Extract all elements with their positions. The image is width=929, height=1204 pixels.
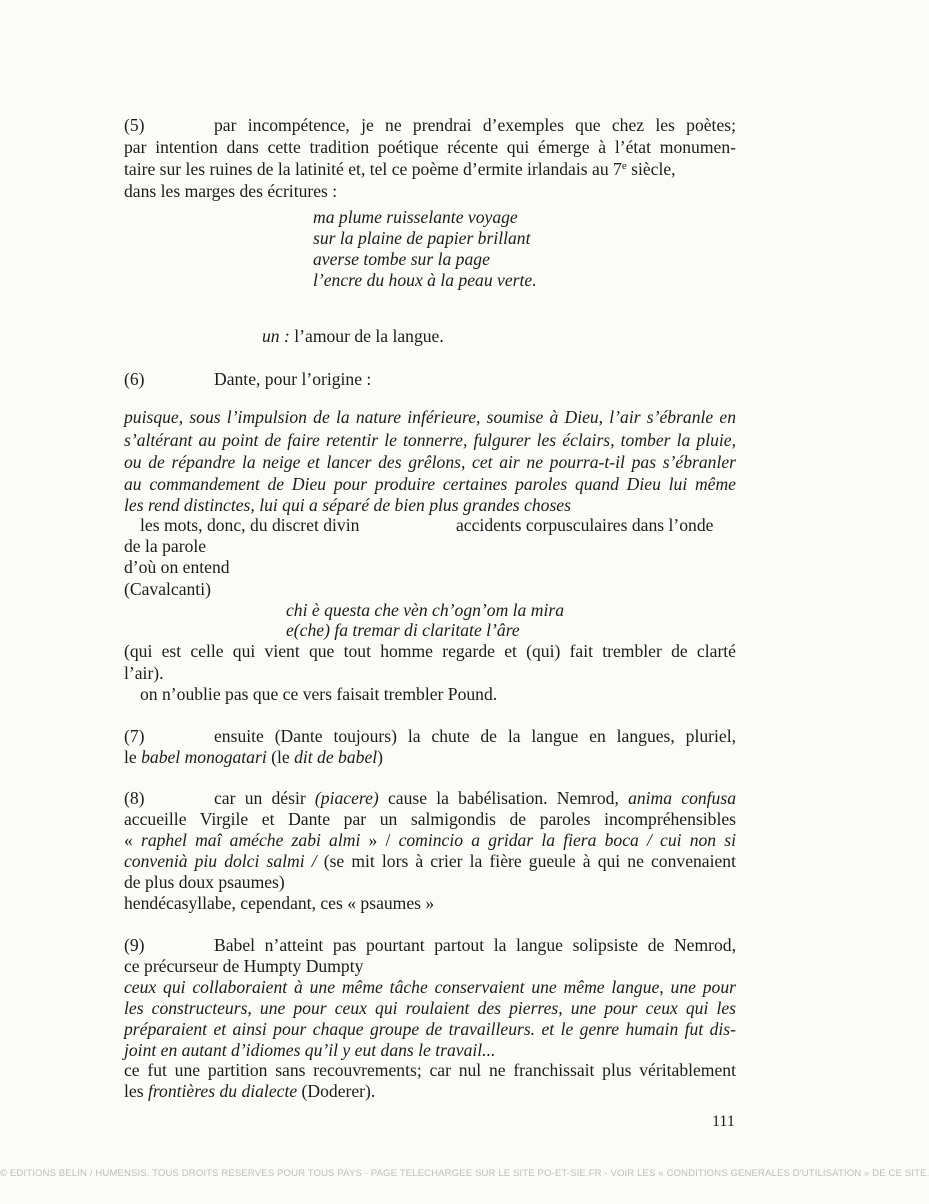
note-number-9: (9) xyxy=(124,935,145,955)
poem-line: l’encre du houx à la peau verte. xyxy=(313,270,537,290)
note-5-line-4: dans les marges des écritures : xyxy=(124,181,338,201)
quote-line: s’altérant au point de faire retentir le tonnerre, fulgurer les éclairs, tomber la pluie, xyxy=(124,430,736,450)
mots-left: les mots, donc, du discret divin xyxy=(140,515,360,535)
poem-line: ma plume ruisselante voyage xyxy=(313,207,518,227)
page-number: 111 xyxy=(712,1113,735,1130)
note-7-line-1: ensuite (Dante toujours) la chute de la langue en langues, pluriel, xyxy=(214,726,736,746)
copyright-footer: © EDITIONS BELIN / HUMENSIS. TOUS DROITS RESERVES POUR TOUS PAYS - PAGE TELECHARGEE SUR LE SITE PO-ET-SIE.FR - VOIR LES « CONDITIONS GENERALES D'UTILISATION » DE CE SITE. xyxy=(0,1168,929,1179)
mots-right: accidents corpusculaires dans l’onde xyxy=(456,515,714,535)
verse-line: chi è questa che vèn ch’ogn’om la mira xyxy=(286,600,564,620)
note-9-line-8: les frontières du dialecte (Doderer). xyxy=(124,1081,376,1101)
poem-line: averse tombe sur la page xyxy=(313,249,490,269)
note-9-line-2: ce précurseur de Humpty Dumpty xyxy=(124,956,364,976)
note-8-line-4: convenià piu dolci salmi / (se mit lors à crier la fière gueule à qui ne convenaient xyxy=(124,851,736,871)
note-number-5: (5) xyxy=(124,115,145,135)
note-9-line-1: Babel n’atteint pas pourtant partout la langue solipsiste de Nemrod, xyxy=(214,935,736,955)
quote-line: ou de répandre la neige et lancer des grêlons, cet air ne pourra-t-il pas s’ébranler xyxy=(124,452,736,472)
parole-line: de la parole xyxy=(124,536,207,556)
note-number-6: (6) xyxy=(124,369,145,389)
note-5-line-3: taire sur les ruines de la latinité et, tel ce poème d’ermite irlandais au 7e siècle, xyxy=(124,159,676,179)
note-6-line-1: Dante, pour l’origine : xyxy=(214,369,372,389)
note-number-8: (8) xyxy=(124,788,145,808)
pound-line: on n’oublie pas que ce vers faisait trembler Pound. xyxy=(140,684,498,704)
poem-line: sur la plaine de papier brillant xyxy=(313,228,531,248)
verse-line: e(che) fa tremar di claritate l’âre xyxy=(286,620,520,640)
entend-line: d’où on entend xyxy=(124,557,230,577)
note-8-line-5: de plus doux psaumes) xyxy=(124,872,285,892)
note-number-7: (7) xyxy=(124,726,145,746)
translation-line-1: (qui est celle qui vient que tout homme regarde et (qui) fait trembler de clarté xyxy=(124,641,736,661)
quote-line: préparaient et ainsi pour chaque groupe de travailleurs. et le genre humain fut dis- xyxy=(124,1019,736,1039)
note-8-line-1: car un désir (piacere) cause la babélisation. Nemrod, anima confusa xyxy=(214,788,736,808)
quote-line: les rend distinctes, lui qui a séparé de bien plus grandes choses xyxy=(124,495,571,515)
un-line: un : l’amour de la langue. xyxy=(262,326,444,346)
quote-line: joint en autant d’idiomes qu’il y eut dans le travail... xyxy=(124,1040,496,1060)
note-8-line-2: accueille Virgile et Dante par un salmigondis de paroles incompréhensibles xyxy=(124,809,736,829)
cavalcanti-line: (Cavalcanti) xyxy=(124,579,211,599)
quote-line: au commandement de Dieu pour produire certaines paroles quand Dieu lui même xyxy=(124,474,736,494)
quote-line: puisque, sous l’impulsion de la nature inférieure, soumise à Dieu, l’air s’ébranle en xyxy=(124,407,736,427)
translation-line-2: l’air). xyxy=(124,663,164,683)
note-5-line-1: par incompétence, je ne prendrai d’exemples que chez les poètes; xyxy=(214,115,736,135)
note-5-line-2: par intention dans cette tradition poétique récente qui émerge à l’état monumen- xyxy=(124,137,736,157)
note-9-line-7: ce fut une partition sans recouvrements; car nul ne franchissait plus véritablement xyxy=(124,1060,736,1080)
note-7-line-2: le babel monogatari (le dit de babel) xyxy=(124,747,384,767)
note-8-line-6: hendécasyllabe, cependant, ces « psaumes » xyxy=(124,893,435,913)
note-8-line-3: « raphel maî améche zabi almi » / comincio a gridar la fiera boca / cui non si xyxy=(124,830,737,850)
quote-line: les constructeurs, une pour ceux qui roulaient des pierres, une pour ceux qui les xyxy=(124,998,736,1018)
quote-line: ceux qui collaboraient à une même tâche conservaient une même langue, une pour xyxy=(124,977,736,997)
